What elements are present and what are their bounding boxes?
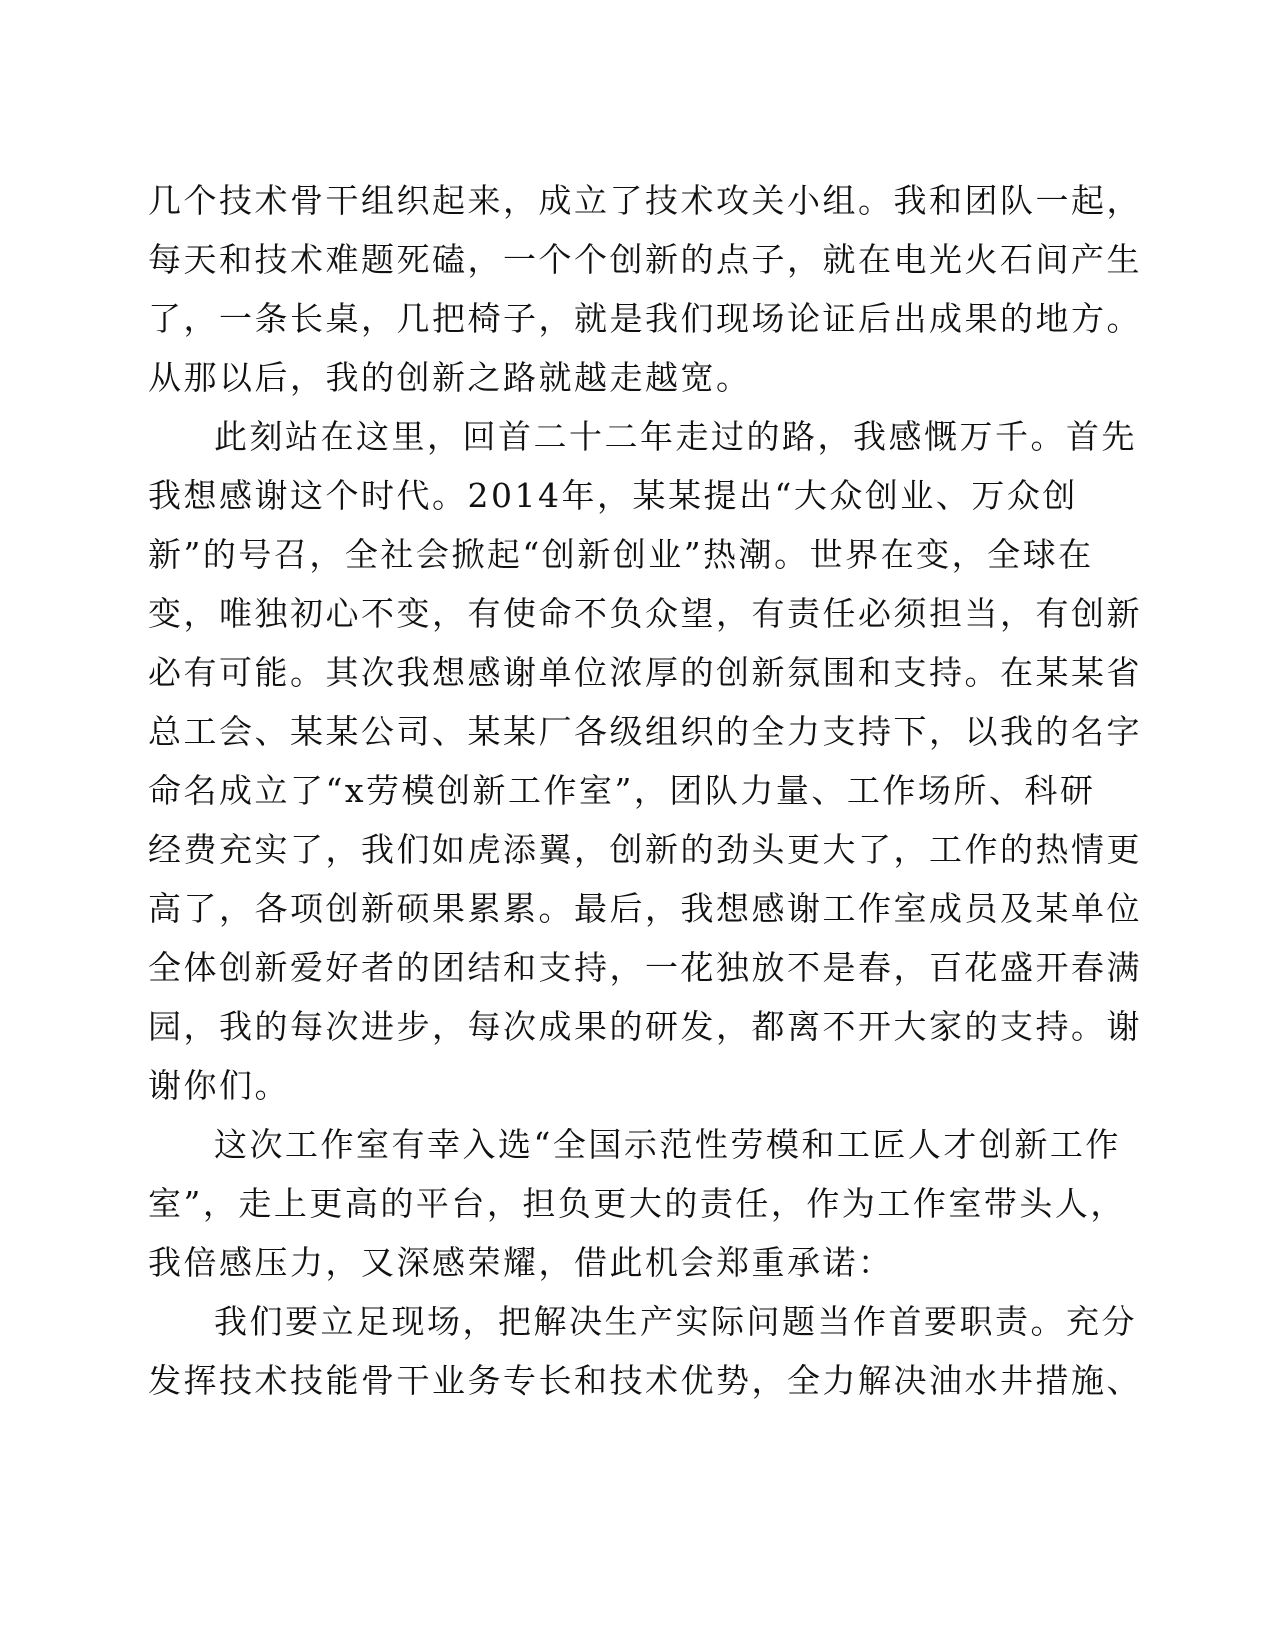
- text-line: 我想感谢这个时代。2014年，某某提出“大众创业、万众创: [148, 476, 1078, 515]
- text-line: 发挥技术技能骨干业务专长和技术优势，全力解决油水井措施、: [148, 1361, 1142, 1400]
- text-line: 谢你们。: [148, 1066, 290, 1105]
- text-line: 园，我的每次进步，每次成果的研发，都离不开大家的支持。谢: [148, 1007, 1142, 1046]
- text-line: 必有可能。其次我想感谢单位浓厚的创新氛围和支持。在某某省: [148, 653, 1142, 692]
- paragraph-first-line: 此刻站在这里，回首二十二年走过的路，我感慨万千。首先: [214, 417, 1137, 456]
- text-line: 命名成立了“x劳模创新工作室”，团队力量、工作场所、科研: [148, 771, 1096, 810]
- text-line: 变，唯独初心不变，有使命不负众望，有责任必须担当，有创新: [148, 594, 1142, 633]
- text-line: 从那以后，我的创新之路就越走越宽。: [148, 358, 752, 397]
- text-line: 经费充实了，我们如虎添翼，创新的劲头更大了，工作的热情更: [148, 830, 1142, 869]
- text-line: 高了，各项创新硕果累累。最后，我想感谢工作室成员及某单位: [148, 889, 1142, 928]
- text-line: 总工会、某某公司、某某厂各级组织的全力支持下，以我的名字: [148, 712, 1142, 751]
- text-line: 新”的号召，全社会掀起“创新创业”热潮。世界在变，全球在: [148, 535, 1094, 574]
- text-line: 我倍感压力，又深感荣耀，借此机会郑重承诺：: [148, 1243, 894, 1282]
- paragraph-first-line: 这次工作室有幸入选“全国示范性劳模和工匠人才创新工作: [214, 1125, 1121, 1164]
- paragraph-first-line: 我们要立足现场，把解决生产实际问题当作首要职责。充分: [214, 1302, 1137, 1341]
- text-line: 室”，走上更高的平台，担负更大的责任，作为工作室带头人，: [148, 1184, 1126, 1223]
- text-line: 全体创新爱好者的团结和支持，一花独放不是春，百花盛开春满: [148, 948, 1142, 987]
- text-line: 每天和技术难题死磕，一个个创新的点子，就在电光火石间产生: [148, 240, 1142, 279]
- text-line: 几个技术骨干组织起来，成立了技术攻关小组。我和团队一起，: [148, 181, 1142, 220]
- document-body: [148, 178, 1142, 1417]
- text-line: 了，一条长桌，几把椅子，就是我们现场论证后出成果的地方。: [148, 299, 1142, 338]
